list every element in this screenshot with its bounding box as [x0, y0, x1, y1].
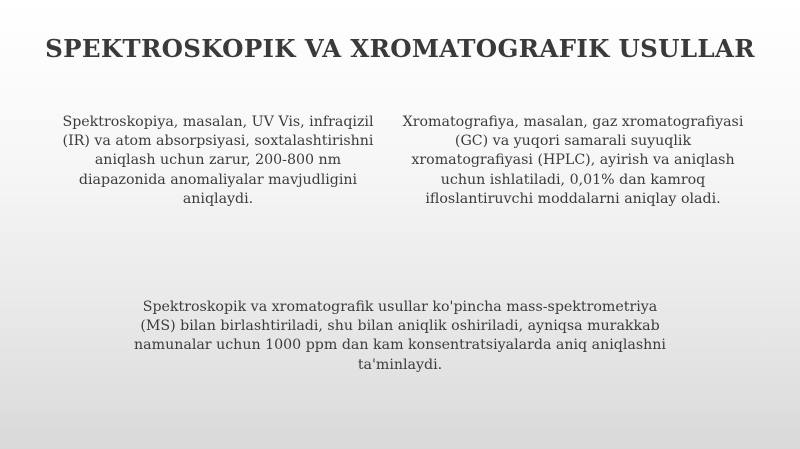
combined-methods-paragraph: Spektroskopik va xromatografik usullar ko'pincha mass-spektrometriya (MS) bilan birlashtiriladi, shu bilan aniqlik oshiriladi, ayniqsa murakkab namunalar uchun 1000 ppm dan kam konsentratsiyalarda aniq aniqlashni ta'minlaydi.: [134, 299, 666, 373]
spectroscopy-paragraph: Spektroskopiya, masalan, UV Vis, infraqizil (IR) va atom absorpsiyasi, soxtalashtirishni aniqlash uchun zarur, 200-800 nm diapazonida anomaliyalar mavjudligini aniqlaydi.: [62, 114, 374, 207]
slide-title: SPEKTROSKOPIK VA XROMATOGRAFIK USULLAR: [45, 34, 755, 63]
chromatography-paragraph: Xromatografiya, masalan, gaz xromatografiyasi (GC) va yuqori samarali suyuqlik xromatografiyasi (HPLC), ayirish va aniqlash uchun ishlatiladi, 0,01% dan kamroq ifloslantiruvchi moddalarni aniqlay oladi.: [402, 114, 744, 207]
